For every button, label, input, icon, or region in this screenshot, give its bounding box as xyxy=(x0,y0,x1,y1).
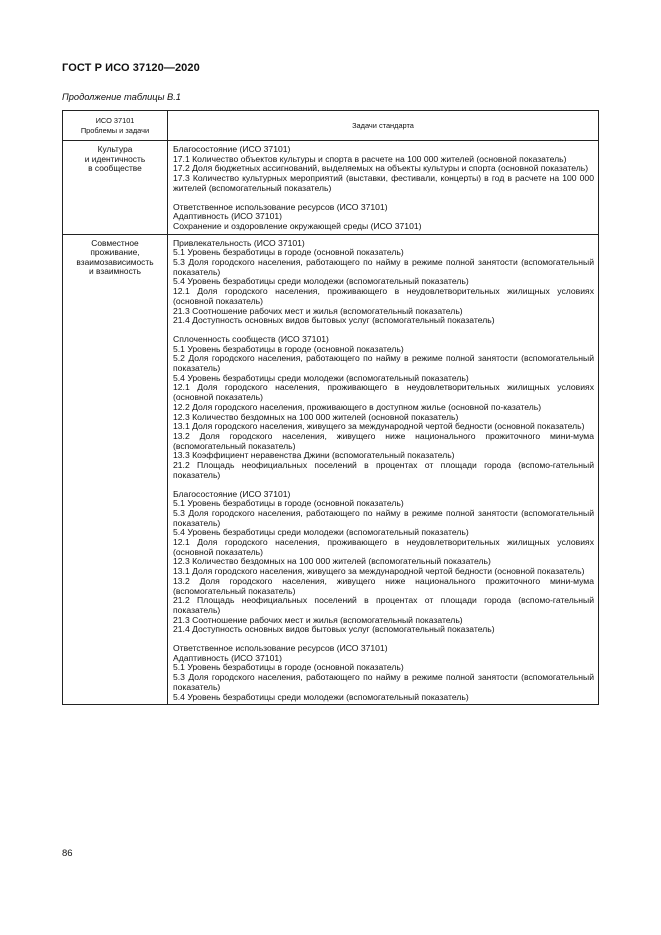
task-line: 5.4 Уровень безработицы среди молодежи (вспомогательный показатель) xyxy=(173,691,469,702)
table-caption: Продолжение таблицы B.1 xyxy=(62,92,181,102)
task-line: Сплоченность сообществ (ИСО 37101) xyxy=(173,333,329,344)
category-line: проживание, xyxy=(90,247,140,258)
column-header-iso xyxy=(63,111,168,141)
task-line: Благосостояние (ИСО 37101) xyxy=(173,144,291,154)
task-group xyxy=(173,145,594,194)
task-line: 5.3 Доля городского населения, работающего по найму в режиме полной занятости (вспомогательный показатель) xyxy=(173,257,594,277)
task-line: 12.2 Доля городского населения, проживающего в доступном жилье (основной по-казатель) xyxy=(173,401,542,412)
task-line: 5.1 Уровень безработицы в городе (основной показатель) xyxy=(173,343,404,354)
category-line: в сообществе xyxy=(88,163,142,173)
task-line: Сохранение и оздоровление окружающей среды (ИСО 37101) xyxy=(173,220,422,231)
category-line: Культура xyxy=(97,144,133,154)
task-line: 21.3 Соотношение рабочих мест и жилья (вспомогательный показатель) xyxy=(173,614,463,625)
task-line: 12.1 Доля городского населения, проживающего в неудовлетворительных жилищных условиях (основной показатель) xyxy=(173,382,594,403)
task-line: 13.1 Доля городского населения, живущего за международной чертой бедности (основной показатель) xyxy=(173,421,585,432)
task-group xyxy=(173,335,594,481)
task-line: Адаптивность (ИСО 37101) xyxy=(173,211,282,222)
task-line: 5.1 Уровень безработицы в городе (основной показатель) xyxy=(173,498,404,509)
task-line: 12.1 Доля городского населения, проживающего в неудовлетворительных жилищных условиях (основной показатель) xyxy=(173,286,594,306)
task-line: 5.3 Доля городского населения, работающего по найму в режиме полной занятости (вспомогательный показатель) xyxy=(173,507,594,528)
task-line: 5.4 Уровень безработицы среди молодежи (вспомогательный показатель) xyxy=(173,527,469,538)
task-line: 17.1 Количество объектов культуры и спорта в расчете на 100 000 жителей (основной показатель) xyxy=(173,153,567,164)
task-line: 13.2 Доля городского населения, живущего ниже национального прожиточного мини-мума (вспомогательный показатель) xyxy=(173,575,594,596)
table-header-row xyxy=(63,111,599,141)
table-row xyxy=(63,141,599,235)
category-line: и идентичность xyxy=(84,153,146,164)
category-cell xyxy=(63,234,168,705)
task-line: 12.1 Доля городского населения, проживающего в неудовлетворительных жилищных условиях (основной показатель) xyxy=(173,537,594,557)
task-line: 5.4 Уровень безработицы среди молодежи (вспомогательный показатель) xyxy=(173,276,469,287)
task-line: Адаптивность (ИСО 37101) xyxy=(173,652,282,663)
task-line: Привлекательность (ИСО 37101) xyxy=(173,237,305,248)
task-line: 5.1 Уровень безработицы в городе (основной показатель) xyxy=(173,662,404,673)
task-line: 21.4 Доступность основных видов бытовых услуг (вспомогательный показатель) xyxy=(173,315,495,326)
category-line: Совместное xyxy=(91,237,139,248)
task-line: 13.3 Коэффициент неравенства Джини (вспомогательный показатель) xyxy=(173,450,455,461)
category-line: взаимозависимость xyxy=(76,256,154,267)
task-line: 17.3 Количество культурных мероприятий (выставки, фестивали, концерты) в год в расчете на 100 000 жителей (вспомогательный показатель) xyxy=(173,173,594,193)
task-line: Благосостояние (ИСО 37101) xyxy=(173,488,291,499)
task-line: 12.3 Количество бездомных на 100 000 жителей (основной показатель) xyxy=(173,411,459,422)
task-line: Ответственное использование ресурсов (ИСО 37101) xyxy=(173,201,388,212)
task-line: 17.2 Доля бюджетных ассигнований, выделяемых на объекты культуры и спорта (основной показатель) xyxy=(173,163,589,174)
task-line: 21.2 Площадь неофициальных поселений в процентах от площади города (вспомо-гательный показатель) xyxy=(173,595,594,615)
category-cell xyxy=(63,141,168,235)
tasks-cell xyxy=(168,234,599,705)
task-group xyxy=(173,644,594,702)
column-header-tasks: Задачи стандарта xyxy=(168,111,599,141)
task-line: Ответственное использование ресурсов (ИСО 37101) xyxy=(173,643,388,654)
column-header-line: ИСО 37101 xyxy=(95,116,135,125)
task-line: 5.4 Уровень безработицы среди молодежи (вспомогательный показатель) xyxy=(173,372,469,383)
task-line: 13.1 Доля городского населения, живущего за международной чертой бедности (основной показатель) xyxy=(173,566,585,577)
task-line: 5.3 Доля городского населения, работающего по найму в режиме полной занятости (вспомогательный показатель) xyxy=(173,672,594,692)
task-line: 21.3 Соотношение рабочих мест и жилья (вспомогательный показатель) xyxy=(173,305,463,316)
column-header-line: Проблемы и задачи xyxy=(80,126,150,135)
task-group xyxy=(173,490,594,636)
table-row xyxy=(63,234,599,705)
category-line: и взаимность xyxy=(89,266,141,277)
document-title: ГОСТ Р ИСО 37120—2020 xyxy=(62,62,200,74)
task-line: 13.2 Доля городского населения, живущего ниже национального прожиточного мини-мума (вспомогательный показатель) xyxy=(173,430,594,451)
task-line: 21.4 Доступность основных видов бытовых услуг (вспомогательный показатель) xyxy=(173,624,495,635)
standards-table xyxy=(62,110,599,705)
task-group xyxy=(173,203,594,232)
task-line: 5.1 Уровень безработицы в городе (основной показатель) xyxy=(173,247,404,258)
task-line: 21.2 Площадь неофициальных поселений в процентах от площади города (вспомо-гательный показатель) xyxy=(173,460,594,480)
page-number: 86 xyxy=(62,848,73,859)
tasks-cell xyxy=(168,141,599,235)
task-line: 12.3 Количество бездомных на 100 000 жителей (вспомогательный показатель) xyxy=(173,556,491,567)
task-line: 5.2 Доля городского населения, работающего по найму в режиме полной занятости (вспомогательный показатель) xyxy=(173,353,594,374)
task-group xyxy=(173,239,594,326)
